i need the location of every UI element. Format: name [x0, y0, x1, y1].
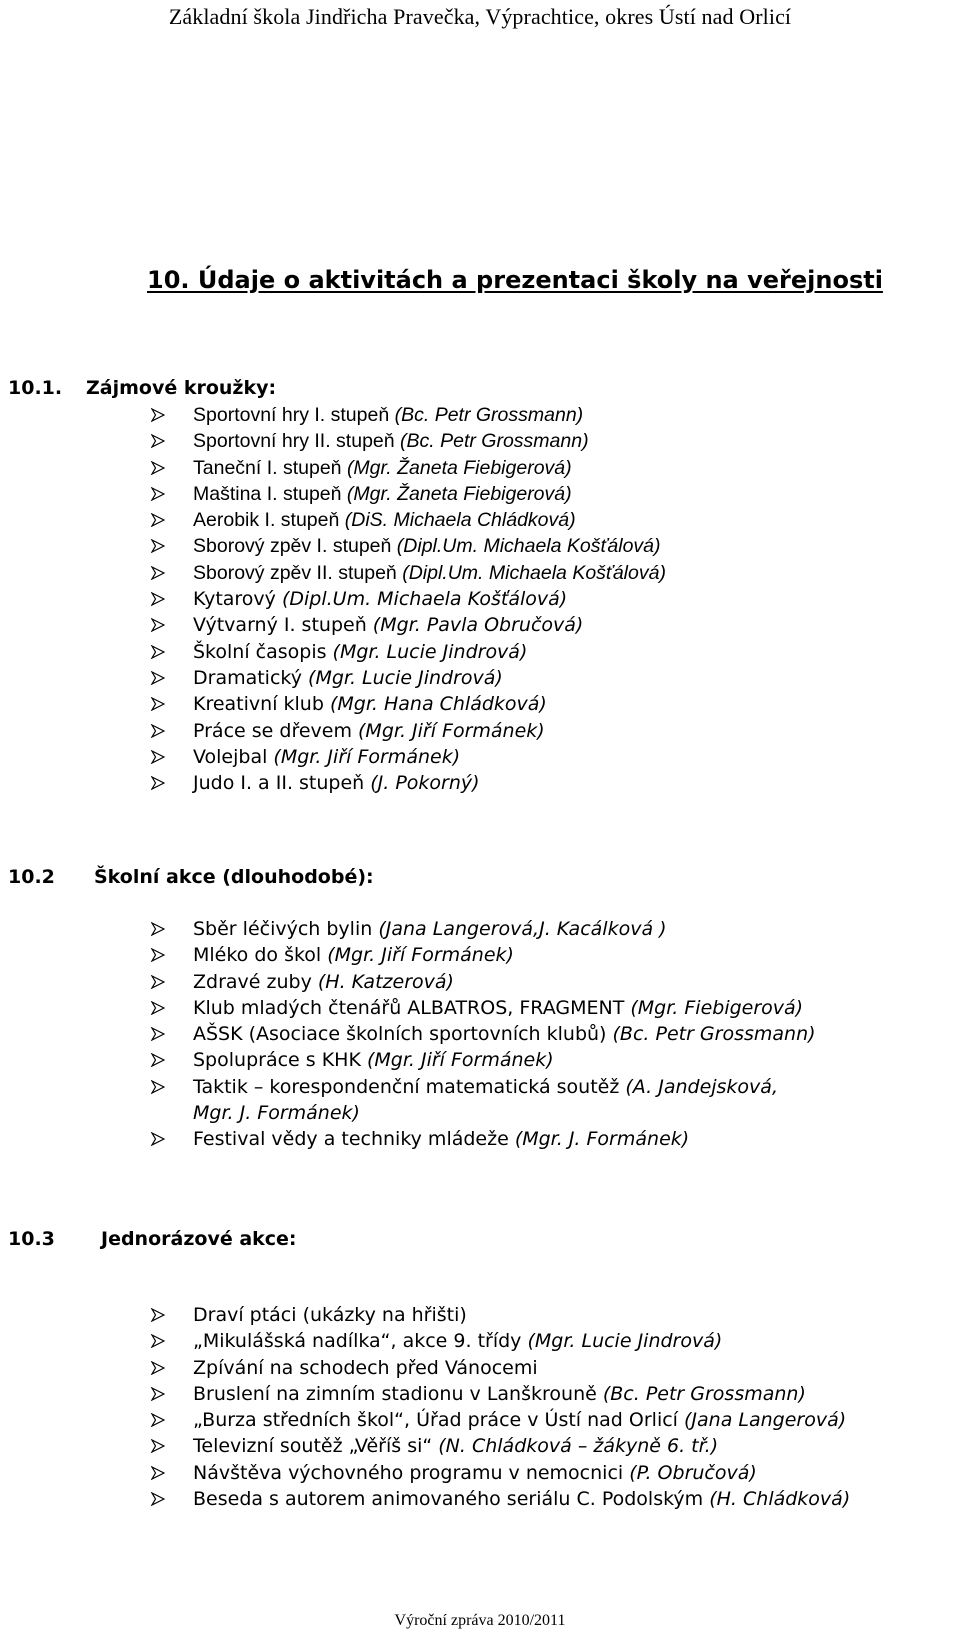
arrowhead-bullet-icon [151, 1080, 165, 1094]
item-responsible-person: (DiS. Michaela Chládková) [344, 509, 576, 532]
list-item [151, 691, 951, 717]
list-item [151, 1328, 951, 1354]
item-text: Taktik – korespondenční matematická soutěž [193, 1075, 626, 1098]
item-responsible-person: (Mgr. Žaneta Fiebigerová) [346, 482, 572, 505]
section-heading-zajmove-krouzky [8, 377, 276, 399]
section-heading-skolni-akce [8, 866, 374, 888]
item-text: Sborový zpěv I. stupeň [193, 535, 397, 558]
arrowhead-bullet-icon [151, 1132, 165, 1146]
list-item [151, 533, 951, 559]
item-text: Práce se dřevem [193, 719, 359, 742]
list-item [151, 1486, 951, 1512]
list-item [151, 744, 951, 770]
item-text: Kytarový [193, 588, 282, 611]
item-text: Festival vědy a techniky mládeže [193, 1128, 515, 1151]
arrowhead-bullet-icon [151, 776, 165, 790]
list-item [151, 665, 951, 691]
item-responsible-person: (P. Obručová) [629, 1461, 757, 1484]
item-text: Sborový zpěv II. stupeň [193, 561, 403, 584]
item-responsible-person: (Jana Langerová) [684, 1409, 847, 1432]
arrowhead-bullet-icon [151, 645, 165, 659]
list-item [151, 1407, 951, 1433]
arrowhead-bullet-icon [151, 724, 165, 738]
arrowhead-bullet-icon [151, 487, 165, 501]
item-responsible-person: (A. Jandejsková, [625, 1075, 778, 1098]
item-responsible-person: (Mgr. Jiří Formánek) [366, 1049, 554, 1072]
section-title: Školní akce (dlouhodobé): [94, 866, 374, 888]
list-item [151, 402, 951, 428]
item-text: Sportovní hry II. stupeň [193, 430, 401, 453]
list-item [151, 1381, 951, 1407]
item-text: Volejbal [193, 745, 274, 768]
list-item [151, 586, 951, 612]
item-responsible-person: (Mgr. Lucie Jindrová) [527, 1330, 723, 1353]
item-responsible-person: (Bc. Petr Grossmann) [400, 430, 589, 453]
arrowhead-bullet-icon [151, 618, 165, 632]
item-text: Výtvarný I. stupeň [193, 614, 373, 637]
item-responsible-person: (Mgr. J. Formánek) [514, 1128, 690, 1151]
list-item [151, 1460, 951, 1486]
item-responsible-person: (Mgr. Jiří Formánek) [273, 745, 461, 768]
arrowhead-bullet-icon [151, 1361, 165, 1375]
item-responsible-person: (Mgr. Pavla Obručová) [372, 614, 584, 637]
arrowhead-bullet-icon [151, 461, 165, 475]
chapter-title: 10. Údaje o aktivitách a prezentaci školy na veřejnosti [147, 266, 883, 294]
arrowhead-bullet-icon [151, 1053, 165, 1067]
item-text: Aerobik I. stupeň [193, 509, 345, 532]
item-responsible-person: (N. Chládková – žákyně 6. tř.) [438, 1435, 719, 1458]
list-item [151, 507, 951, 533]
arrowhead-bullet-icon [151, 1308, 165, 1322]
list-item [151, 560, 951, 586]
list-item [151, 1047, 951, 1073]
item-text: Zpívání na schodech před Vánocemi [193, 1356, 538, 1379]
section-number: 10.3 [8, 1228, 55, 1250]
item-responsible-person: (Mgr. Žaneta Fiebigerová) [346, 456, 572, 479]
activity-list-dlouhodobe [151, 916, 951, 1153]
item-text: Draví ptáci (ukázky na hřišti) [193, 1304, 467, 1326]
item-text: Spolupráce s KHK [193, 1049, 367, 1072]
item-responsible-person: (Mgr. Jiří Formánek) [327, 944, 514, 967]
arrowhead-bullet-icon [151, 948, 165, 962]
list-item [151, 718, 951, 744]
list-item [151, 942, 951, 968]
item-responsible-person: (Dipl.Um. Michaela Košťálová) [402, 561, 666, 584]
item-text: Klub mladých čtenářů ALBATROS, FRAGMENT [193, 996, 631, 1019]
list-item [151, 1126, 951, 1152]
arrowhead-bullet-icon [151, 1492, 165, 1506]
item-text: Dramatický [193, 666, 309, 689]
list-item [151, 481, 951, 507]
item-responsible-person: (Dipl.Um. Michaela Košťálová) [396, 535, 661, 558]
item-responsible-person: (Dipl.Um. Michaela Košťálová) [281, 588, 568, 611]
item-responsible-person: (H. Chládková) [709, 1488, 851, 1511]
list-item [151, 1021, 951, 1047]
item-text: „Burza středních škol“, Úřad práce v Ústí nad Orlicí [193, 1409, 684, 1432]
arrowhead-bullet-icon [151, 1413, 165, 1427]
list-item [151, 455, 951, 481]
item-text: Maština I. stupeň [193, 482, 347, 505]
item-text: Bruslení na zimním stadionu v Lanškrouně [193, 1382, 603, 1405]
item-responsible-person: (Mgr. Hana Chládková) [329, 693, 547, 716]
item-text: Sběr léčivých bylin [193, 918, 379, 940]
list-item [151, 969, 951, 995]
arrowhead-bullet-icon [151, 592, 165, 606]
item-text: Zdravé zuby [193, 970, 318, 993]
item-responsible-person: (H. Katzerová) [317, 970, 454, 993]
activity-list-jednorazove [151, 1302, 951, 1512]
arrowhead-bullet-icon [151, 697, 165, 711]
item-responsible-person: (Mgr. Jiří Formánek) [358, 719, 545, 742]
arrowhead-bullet-icon [151, 1334, 165, 1348]
item-text: Sportovní hry I. stupeň [193, 404, 395, 426]
item-text: Judo I. a II. stupeň [193, 772, 371, 795]
arrowhead-bullet-icon [151, 566, 165, 580]
list-item [151, 612, 951, 638]
item-text: „Mikulášská nadílka“, akce 9. třídy [193, 1330, 528, 1353]
item-text: Školní časopis [193, 640, 333, 663]
list-item [151, 916, 951, 942]
item-continuation: Mgr. J. Formánek) [193, 1102, 360, 1125]
list-item [151, 1302, 951, 1328]
list-item [151, 1355, 951, 1381]
section-number: 10.1. [8, 377, 63, 399]
arrowhead-bullet-icon [151, 408, 165, 422]
item-responsible-person: (Mgr. Lucie Jindrová) [308, 666, 503, 689]
arrowhead-bullet-icon [151, 922, 165, 936]
list-item [151, 639, 951, 665]
item-responsible-person: (J. Pokorný) [370, 772, 480, 795]
list-item [151, 770, 951, 796]
section-title: Zájmové kroužky: [86, 377, 277, 399]
arrowhead-bullet-icon [151, 1027, 165, 1041]
item-responsible-person: (Bc. Petr Grossmann) [394, 404, 584, 426]
page-footer: Výroční zpráva 2010/2011 [394, 1612, 566, 1629]
section-heading-jednorazove-akce [8, 1228, 297, 1250]
arrowhead-bullet-icon [151, 1387, 165, 1401]
item-responsible-person: (Mgr. Fiebigerová) [630, 996, 804, 1019]
arrowhead-bullet-icon [151, 1439, 165, 1453]
item-text: Beseda s autorem animovaného seriálu C. Podolským [193, 1488, 710, 1511]
arrowhead-bullet-icon [151, 513, 165, 527]
item-text: Návštěva výchovného programu v nemocnici [193, 1461, 630, 1484]
arrowhead-bullet-icon [151, 975, 165, 989]
section-number: 10.2 [8, 866, 55, 888]
item-text: Kreativní klub [193, 693, 330, 716]
item-responsible-person: (Bc. Petr Grossmann) [602, 1382, 806, 1405]
arrowhead-bullet-icon [151, 539, 165, 553]
arrowhead-bullet-icon [151, 434, 165, 448]
item-text: Taneční I. stupeň [193, 456, 347, 479]
item-responsible-person: (Mgr. Lucie Jindrová) [332, 640, 528, 663]
list-item [151, 1074, 951, 1127]
item-responsible-person: (Bc. Petr Grossmann) [612, 1023, 816, 1046]
page-header: Základní škola Jindřicha Pravečka, Výprachtice, okres Ústí nad Orlicí [168, 4, 792, 29]
arrowhead-bullet-icon [151, 671, 165, 685]
arrowhead-bullet-icon [151, 750, 165, 764]
arrowhead-bullet-icon [151, 1466, 165, 1480]
item-responsible-person: (Jana Langerová,J. Kacálková ) [378, 918, 667, 940]
item-text: Televizní soutěž „Věříš si“ [193, 1435, 439, 1458]
activity-list-krouzky [151, 402, 951, 796]
section-title: Jednorázové akce: [101, 1228, 297, 1250]
list-item [151, 428, 951, 454]
list-item [151, 995, 951, 1021]
list-item [151, 1433, 951, 1459]
arrowhead-bullet-icon [151, 1001, 165, 1015]
item-text: AŠSK (Asociace školních sportovních klubů) [193, 1023, 613, 1046]
item-text: Mléko do škol [193, 944, 328, 967]
